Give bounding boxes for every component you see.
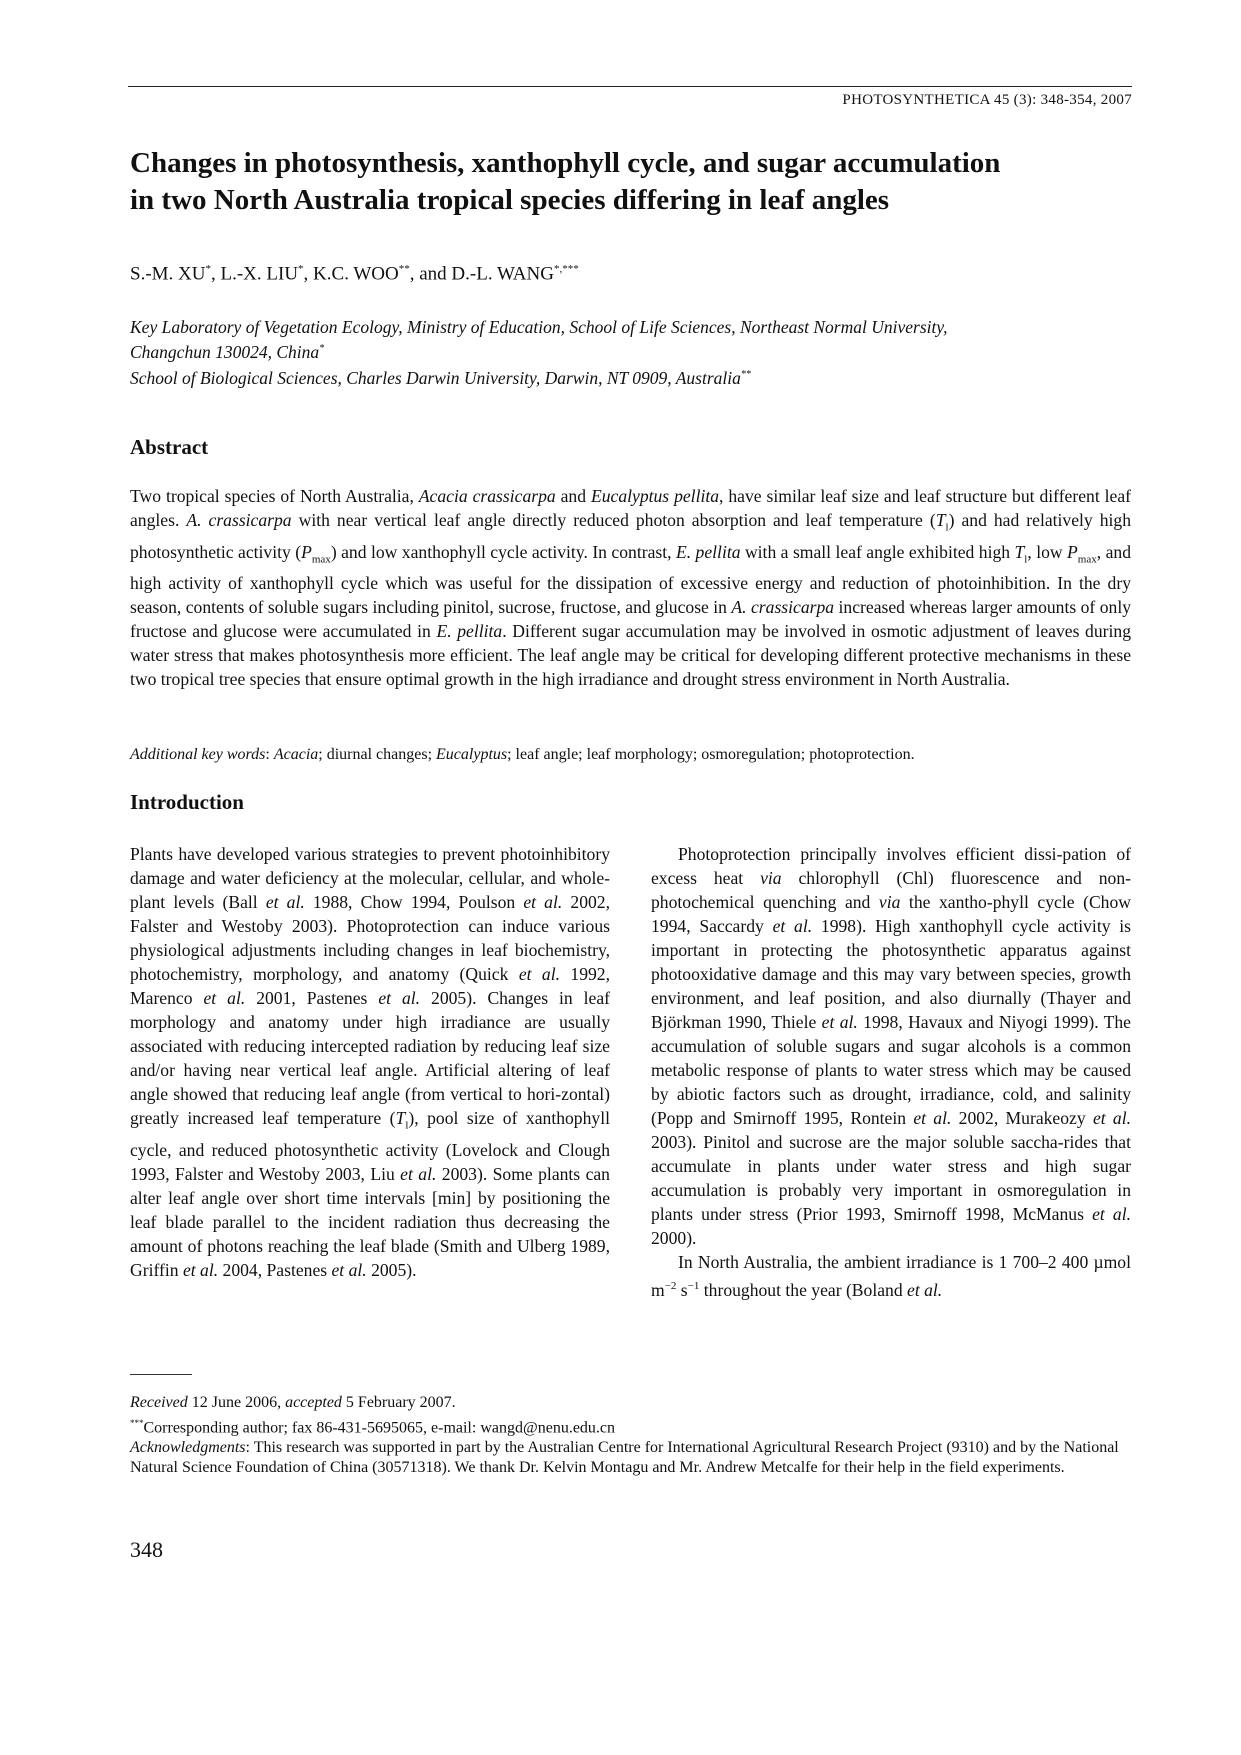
body-text: 1992, Marenco	[130, 964, 611, 1008]
introduction-left-column	[130, 842, 610, 1282]
introduction-heading: Introduction	[130, 790, 244, 814]
species-name: Acacia crassicarpa	[418, 486, 556, 506]
body-text: 2002, Murakeozy	[951, 1108, 1093, 1128]
author-4-mark: *,***	[553, 263, 579, 275]
et-al: et al.	[182, 1259, 219, 1280]
acknowledgments-note	[130, 1438, 1131, 1478]
body-text: 2002, Falster and Westoby 2003). Photoprotection can induce various physiological adjustments including changes in leaf biochemistry, photochemistry, morphology, and anatomy (Quick	[130, 892, 610, 984]
unit-exponent: −1	[687, 1280, 700, 1292]
introduction-paragraph-2	[651, 842, 1131, 1250]
affiliation-1-line-2	[130, 338, 1130, 363]
abstract-text: ) and low xanthophyll cycle activity. In contrast,	[330, 541, 676, 562]
author-list	[130, 263, 579, 285]
keyword: Eucalyptus	[436, 746, 508, 763]
et-al: et al.	[518, 964, 561, 984]
species-name: A. crassicarpa	[186, 510, 292, 530]
accepted-label: accepted	[285, 1394, 342, 1411]
corresponding-text: Corresponding author; fax 86-431-5695065, e-mail: wangd@nenu.edu.cn	[143, 1419, 616, 1437]
corresponding-mark: ***	[130, 1418, 144, 1428]
author-1: S.-M. XU	[130, 263, 206, 285]
introduction-right-column	[651, 842, 1131, 1302]
abstract-text: , and high activity of xanthophyll cycle which was useful for the dissipation of excessive energy and reduction of photoinhibition. In the dry season, contents of soluble sugars including pinitol, sucrose, fructose, and glucose in	[130, 541, 1131, 618]
et-al: et al.	[1092, 1108, 1131, 1128]
body-text: chlorophyll (Chl) fluorescence and non-photochemical quenching and	[651, 868, 1131, 912]
abstract-text: increased whereas larger amounts of only fructose and glucose were accumulated in	[130, 597, 1132, 642]
keywords-label: Additional key words	[130, 746, 266, 763]
via: via	[760, 868, 782, 888]
body-text: 2003). Some plants can alter leaf angle over short time intervals [min] by positioning the leaf blade parallel to the incident radiation thus decreasing the amount of photons reaching the leaf blade (Smith and Ulberg 1989, Griffin	[130, 1163, 610, 1280]
body-text: the xantho-phyll cycle (Chow 1994, Saccardy	[651, 892, 1131, 936]
affiliation-2-text: School of Biological Sciences, Charles Darwin University, Darwin, NT 0909, Australia	[130, 367, 741, 388]
body-text: 2000).	[651, 1228, 697, 1248]
introduction-paragraph-1	[130, 842, 610, 1282]
body-text: 1988, Chow 1994, Poulson	[304, 892, 524, 912]
et-al: et al.	[523, 892, 563, 912]
received-label: Received	[130, 1394, 188, 1411]
body-text: Photoprotection principally involves efficient dissi-pation of excess heat	[651, 844, 1131, 888]
body-text: 2001, Pastenes	[245, 988, 379, 1008]
affiliation-2	[130, 364, 1130, 389]
et-al: et al.	[1092, 1204, 1131, 1224]
et-al: et al.	[400, 1163, 437, 1184]
acknowledgments-label: Acknowledgments	[130, 1439, 246, 1457]
keyword-text: ; diurnal changes;	[318, 746, 437, 763]
et-al: et al.	[907, 1279, 943, 1300]
symbol-subscript: l	[945, 521, 949, 534]
et-al: et al.	[265, 892, 305, 912]
running-head: PHOTOSYNTHETICA 45 (3): 348-354, 2007	[842, 92, 1132, 108]
abstract-text: Two tropical species of North Australia,	[130, 486, 419, 506]
body-text: Plants have developed various strategies to prevent photoinhibitory damage and water deficiency at the molecular, cellular, and whole-plant levels (Ball	[130, 844, 610, 912]
symbol-pmax: P	[301, 541, 312, 562]
keyword: Acacia	[273, 746, 319, 763]
author-4: , and D.-L. WANG	[409, 263, 554, 285]
symbol-leaf-temperature: T	[395, 1108, 406, 1128]
symbol-pmax: P	[1067, 541, 1078, 562]
body-text: In North Australia, the ambient irradiance is 1 700–2 400 µmol m	[651, 1252, 1131, 1300]
abstract-text: , have similar leaf size and leaf structure but different leaf angles.	[130, 486, 1132, 530]
author-3: , K.C. WOO	[303, 263, 399, 285]
accepted-date: 5 February 2007.	[341, 1394, 456, 1411]
title-line-2: in two North Australia tropical species differing in leaf angles	[130, 184, 890, 216]
abstract-text: with a small leaf angle exhibited high	[740, 541, 1015, 562]
abstract-text: with near vertical leaf angle directly reduced photon absorption and leaf temperature (	[291, 510, 936, 530]
corresponding-author-note	[130, 1413, 1131, 1438]
affiliation-2-mark: **	[740, 369, 751, 380]
unit-exponent: −2	[664, 1280, 677, 1292]
species-name: A. crassicarpa	[731, 597, 835, 618]
header-rule	[128, 86, 1132, 87]
via: via	[878, 892, 901, 912]
et-al: et al.	[378, 988, 421, 1008]
et-al: et al.	[331, 1259, 367, 1280]
symbol-leaf-temperature: T	[935, 510, 946, 530]
author-2: , L.-X. LIU	[210, 263, 299, 285]
body-text: 2005).	[366, 1259, 417, 1280]
body-text: throughout the year (Boland	[699, 1279, 908, 1300]
additional-keywords: Additional key words: Acacia; diurnal changes; Eucalyptus; leaf angle; leaf morphology; osmoregulation; photoprotection.	[130, 746, 915, 763]
body-text: 1998, Havaux and Niyogi 1999). The accumulation of soluble sugars and sugar alcohols is a common metabolic response of plants to water stress which may be caused by abiotic factors such as drought, irradiance, cold, and salinity (Popp and Smirnoff 1995, Rontein	[651, 1012, 1131, 1128]
et-al: et al.	[821, 1012, 858, 1032]
body-text: 2005). Changes in leaf morphology and anatomy under high irradiance are usually associated with reducing intercepted radiation by reducing leaf size and/or having near vertical leaf angle. Artificial altering of leaf angle showed that reducing leaf angle (from vertical to hori-zontal) greatly increased leaf temperature (	[130, 988, 611, 1128]
affiliation-1-line-1: Key Laboratory of Vegetation Ecology, Ministry of Education, School of Life Sciences, Northeast Normal University,	[130, 317, 948, 337]
affiliation-1-city: Changchun 130024, China	[130, 341, 320, 362]
species-name: Eucalyptus pellita	[590, 486, 720, 506]
introduction-paragraph-3	[651, 1250, 1131, 1302]
abstract-text: , low	[1027, 541, 1068, 562]
abstract-heading: Abstract	[130, 435, 209, 459]
author-2-mark: *	[298, 263, 304, 275]
abstract-text: and	[555, 486, 591, 506]
footnotes	[130, 1393, 1131, 1478]
author-3-mark: **	[398, 263, 410, 275]
abstract-text: . Different sugar accumulation may be involved in osmotic adjustment of leaves during water stress that makes photosynthesis more efficient. The leaf angle may be critical for developing different protective mechanisms in these two tropical tree species that ensure optimal growth in the high irradiance and drought stress environment in North Australia.	[130, 621, 1131, 690]
affiliation-1-mark: *	[319, 343, 325, 354]
title-line-1: Changes in photosynthesis, xanthophyll cycle, and sugar accumulation	[130, 147, 1001, 179]
footnote-rule	[130, 1374, 192, 1375]
body-text: s	[676, 1279, 688, 1300]
affiliation-1	[130, 316, 1130, 363]
species-name: E. pellita	[436, 621, 503, 642]
symbol-leaf-temperature: T	[1014, 541, 1025, 562]
body-text: 2004, Pastenes	[218, 1259, 332, 1280]
et-al: et al.	[203, 988, 246, 1008]
author-1-mark: *	[205, 263, 211, 275]
abstract-body	[130, 484, 1131, 691]
keyword-text: ; leaf angle; leaf morphology; osmoregulation; photoprotection.	[507, 746, 915, 763]
page-number: 348	[130, 1537, 163, 1562]
symbol-subscript: max	[1077, 553, 1097, 566]
abstract-text: ) and had relatively high photosynthetic activity (	[130, 510, 1132, 562]
species-name: E. pellita	[675, 541, 741, 562]
article-title	[130, 145, 1120, 219]
symbol-subscript: l	[1024, 553, 1028, 566]
symbol-subscript: max	[311, 553, 331, 566]
et-al: et al.	[772, 916, 813, 936]
et-al: et al.	[913, 1108, 952, 1128]
received-date: 12 June 2006,	[187, 1394, 286, 1411]
received-note	[130, 1393, 1131, 1413]
body-text: 1998). High xanthophyll cycle activity is important in protecting the photosynthetic apparatus against photooxidative damage and this may vary between species, growth environment, and leaf position, and also diurnally (Thayer and Björkman 1990, Thiele	[651, 916, 1132, 1032]
body-text: 2003). Pinitol and sucrose are the major soluble saccha-rides that accumulate in plants under water stress and high sugar accumulation is probably very important in osmoregulation in plants under stress (Prior 1993, Smirnoff 1998, McManus	[651, 1132, 1131, 1224]
body-text: ), pool size of xanthophyll cycle, and reduced photosynthetic activity (Lovelock and Clough 1993, Falster and Westoby 2003, Liu	[130, 1108, 610, 1184]
acknowledgments-text: : This research was supported in part by the Australian Centre for International Agricultural Research Project (9310) and by the National Natural Science Foundation of China (30571318). We thank Dr. Kelvin Montagu and Mr. Andrew Metcalfe for their help in the field experiments.	[130, 1439, 1119, 1477]
symbol-subscript: l	[405, 1119, 409, 1132]
